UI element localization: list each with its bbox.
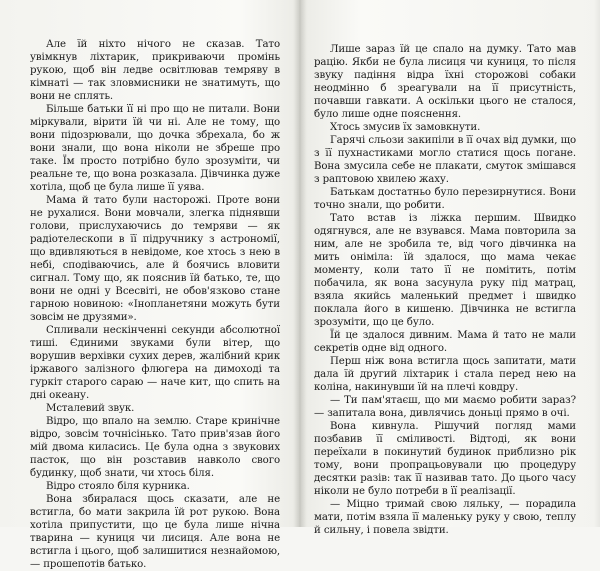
right-paragraph-1: Лише зараз їй це спало на думку. Тато мав рацію. Якби не була лисиця чи куниця, то після звуку падіння відра їхні сторожові собаки неодмінно б зреагували на її присутність, почавши гавкати. А оскільки цього не сталося, було лише одне пояснення. <box>314 44 576 120</box>
left-page-text <box>30 38 280 571</box>
right-paragraph-7: Перш ніж вона встигла щось запитати, мати дала їй другий ліхтарик і стала перед нею на коліна, накинувши їй на плечі ковдру. <box>314 356 576 393</box>
left-paragraph-8: Вона збиралася щось сказати, але не встигла, бо мати закрила їй рот рукою. Вона хотіла припустити, що це була лише нічна тварина — куниця чи лисиця. Але вона не встигла і цього, щоб залишитися незнайомою, — прошепотів батько. <box>30 494 280 570</box>
right-page <box>300 0 600 536</box>
page-edge <box>594 0 600 527</box>
left-paragraph-1: Але їй ніхто нічого не сказав. Тато увімкнув ліхтарик, прикриваючи промінь рукою, щоб він ледве освітлював темряву в кімнаті — так злoвмисники не знатимуть, що вони не сплять. <box>30 39 280 102</box>
left-paragraph-6: Відро, що впало на землю. Старе кринічне відро, зовсім точнісінько. Тато прив'язав його мій двома киласись. Це була одна з звукових пасток, що він розставив навколо свого будинку, щоб знати, чи хтось біля. <box>30 416 280 479</box>
left-paragraph-5: Мсталевий звук. <box>46 403 135 414</box>
right-paragraph-6: Їй це здалося дивним. Мама й тато не мали секретів одне від одного. <box>314 330 576 354</box>
left-paragraph-3: Мама й тато були насторожі. Проте вони не рухалися. Вони мовчали, злегка піднявши голови, прислухаючись до темряви — як радіотелескопи в її підручнику з астрономії, що вдивляються в невідоме, кое хтось з нею в небі, сподіваючись, але й боячись вловити сигнал. Тому що, як пояснив їй батько, те, що вони не одні у Всесвіті, не обов'язково стане гарною новиною: «Інопланетяни можуть бути зовсім не друзями». <box>30 195 280 323</box>
right-paragraph-4: Батькам достатньо було перезирнутися. Вони точно знали, що робити. <box>314 187 576 211</box>
right-paragraph-8: — Ти пам'ятаєш, що ми маємо робити зараз? — запитала вона, дивлячись доньці прямо в очі. <box>314 395 576 419</box>
right-paragraph-5: Тато встав із ліжка першим. Швидко одягнувся, але не взувався. Мама повторила за ним, але не зробила те, від чого дівчинка на мить оніміла: їй здалося, що мама чекає моменту, коли тато її не помітить, потім побачила, як вона засунула руку під матрац, взяла якийсь маленький предмет і швидко поклала його в кишеню. Дівчинка не встигла зрозуміти, що це було. <box>314 213 576 328</box>
right-paragraph-3: Гарячі сльози закипіли в її очах від думки, що з її пухнастиками могло статися щось погане. Вона змусила себе не плакати, смуток змішався з раптовою хвилею жаху. <box>314 135 576 185</box>
right-page-text <box>314 43 576 537</box>
right-paragraph-10: — Міцно тримай свою ляльку, — порадила мати, потім взяла її маленьку руку у свою, теплу й сильну, і повела звідти. <box>314 499 576 536</box>
right-paragraph-9: Вона кивнула. Рішучий погляд мами позбавив її сміливості. Відтоді, як вони переїхали в покинутий будинок приблизно рік тому, вони пропрацьовували цю процедуру десятки разів: так її називав тато. До цього часу ніколи не було потреби в її реалізації. <box>314 421 576 497</box>
left-paragraph-2: Більше батьки її ні про що не питали. Вони міркували, вірити їй чи ні. Але не тому, що вони підозрювали, що дочка збрехала, бо ж вони знали, що вона ніколи не збреше про таке. Їм просто потрібно було зрозуміти, чи реальне те, що вона розказала. Дівчинка дуже хотіла, щоб це була лише її уява. <box>30 104 280 193</box>
left-paragraph-4: Спливали нескінченні секунди абсолютної тиші. Єдиними звуками були вітер, що ворушив верхівки сухих дерев, жалібний крик іржавого залізного флюгера на димоході та гуркіт старого сараю — наче кит, що спить на дні океану. <box>30 325 280 401</box>
right-paragraph-2: Хтось змусив їх замовкнути. <box>330 122 481 133</box>
left-page <box>0 0 300 570</box>
left-paragraph-7: Відро стояло біля курника. <box>46 481 190 492</box>
